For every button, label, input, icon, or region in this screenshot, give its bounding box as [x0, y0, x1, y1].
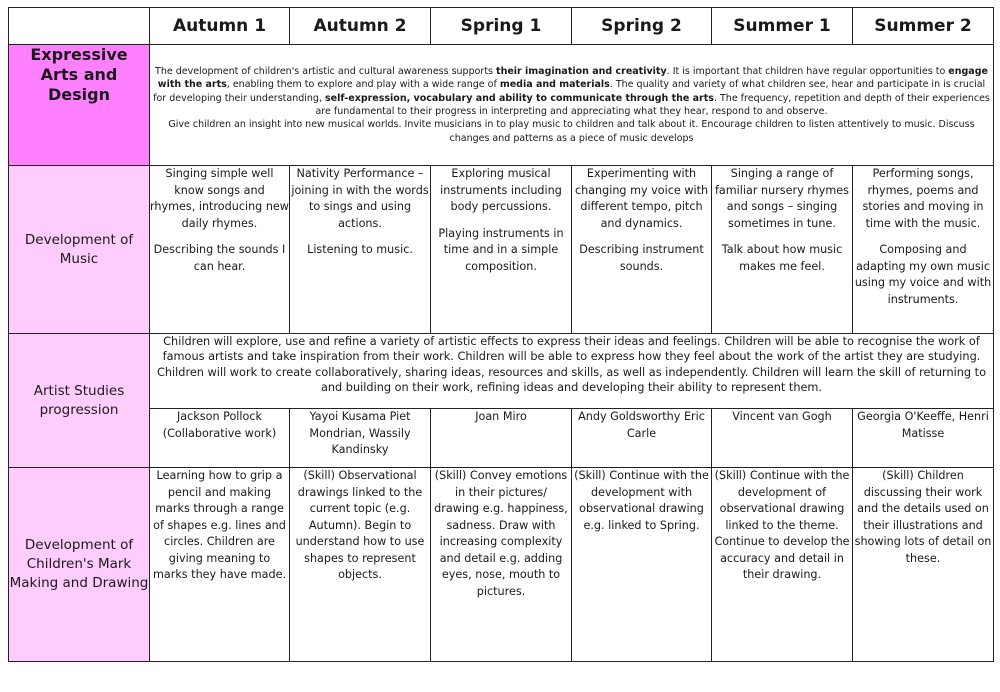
- subject-title: Expressive Arts and Design: [9, 45, 150, 166]
- drawing-cell: Learning how to grip a pencil and making marks through a range of shapes e.g. lines and circles. Children are giving meaning to marks they have made.: [150, 468, 290, 662]
- cell-text: Talk about how music makes me feel.: [721, 243, 843, 273]
- drawing-cell: (Skill) Observational drawings linked to the current topic (e.g. Autumn). Begin to understand how to use shapes to represent objects.: [290, 468, 431, 662]
- corner-cell: [9, 8, 150, 45]
- intro-text-run: . The frequency, repetition and depth of their experiences are fundamental to their progress in interpreting and appreciating what they hear, respond to and observe.: [315, 92, 990, 117]
- cell-text: Nativity Performance – joining in with the words to sings and using actions.: [291, 167, 429, 230]
- music-cell: [572, 166, 712, 334]
- artist-cell: Georgia O'Keeffe, Henri Matisse: [853, 409, 994, 468]
- music-cell: [431, 166, 572, 334]
- music-cell: [290, 166, 431, 334]
- music-cell: [853, 166, 994, 334]
- artist-cell: Vincent van Gogh: [712, 409, 853, 468]
- term-header: Spring 2: [572, 8, 712, 45]
- artist-summary: Children will explore, use and refine a variety of artistic effects to express their ideas and feelings. Children will be able to recognise the work of famous artists and take inspiration from their work. Children will be able to express how they feel about the work of the artist they are studying. Children will work to create collaboratively, sharing ideas, resources and skills, as well as independently. Children will learn the skill of returning to and building on their work, refining ideas and developing their ability to represent them.: [150, 334, 994, 409]
- intro-emphasis: self-expression, vocabulary and ability to communicate through the arts: [324, 92, 714, 104]
- cell-text: Composing and adapting my own music using my voice and with instruments.: [854, 243, 992, 306]
- music-cell: [712, 166, 853, 334]
- artist-cell: Joan Miro: [431, 409, 572, 468]
- cell-text: Describing the sounds I can hear.: [153, 243, 286, 273]
- cell-text: Describing instrument sounds.: [579, 243, 704, 273]
- intro-paragraph-2: Give children an insight into new musical worlds. Invite musicians in to play music to children and talk about it. Encourage children to listen attentively to music. Discuss changes and patterns as a piece of music develops: [168, 119, 975, 144]
- artist-summary-row: [9, 334, 994, 409]
- intro-text-run: . It is important that children have regular opportunities to: [666, 65, 949, 77]
- row-label-music: Development of Music: [9, 166, 150, 334]
- intro-paragraph-1: [150, 65, 993, 119]
- drawing-cell: (Skill) Continue with the development with observational drawing e.g. linked to Spring.: [572, 468, 712, 662]
- curriculum-table: [8, 7, 994, 662]
- cell-text: Playing instruments in time and in a simple composition.: [438, 226, 564, 273]
- cell-text: Experimenting with changing my voice with different tempo, pitch and dynamics.: [574, 167, 709, 230]
- drawing-cell: (Skill) Continue with the development of observational drawing linked to the theme. Continue to develop the accuracy and detail in their drawing.: [712, 468, 853, 662]
- intro-row: [9, 45, 994, 166]
- term-header: Spring 1: [431, 8, 572, 45]
- cell-text: Listening to music.: [307, 243, 413, 256]
- drawing-cell: (Skill) Children discussing their work and the details used on their illustrations and showing lots of detail on these.: [853, 468, 994, 662]
- row-label-artists: Artist Studies progression: [9, 334, 150, 468]
- artist-cell: Yayoi Kusama Piet Mondrian, Wassily Kandinsky: [290, 409, 431, 468]
- intro-emphasis: their imagination and creativity: [496, 65, 667, 77]
- artist-names-row: [9, 409, 994, 468]
- row-label-drawing: Development of Children's Mark Making and Drawing: [9, 468, 150, 662]
- intro-text-run: . The quality and variety of what children see, hear and participate in is crucial for developing their understanding,: [153, 79, 986, 104]
- header-row: [9, 8, 994, 45]
- drawing-cell: (Skill) Convey emotions in their pictures/ drawing e.g. happiness, sadness. Draw with increasing complexity and detail e.g. adding eyes, nose, mouth to pictures.: [431, 468, 572, 662]
- intro-emphasis: engage with the arts: [157, 65, 988, 91]
- artist-cell: Jackson Pollock (Collaborative work): [150, 409, 290, 468]
- cell-text: Exploring musical instruments including body percussions.: [440, 167, 562, 213]
- artist-cell: Andy Goldsworthy Eric Carle: [572, 409, 712, 468]
- music-cell: [150, 166, 290, 334]
- drawing-row: [9, 468, 994, 662]
- term-header: Autumn 1: [150, 8, 290, 45]
- intro-text-run: , enabling them to explore and play with a wide range of: [226, 79, 500, 91]
- term-header: Autumn 2: [290, 8, 431, 45]
- intro-text-run: The development of children's artistic and cultural awareness supports: [155, 65, 497, 77]
- music-row: [9, 166, 994, 334]
- cell-text: Singing a range of familiar nursery rhymes and songs – singing sometimes in tune.: [714, 167, 850, 230]
- term-header: Summer 2: [853, 8, 994, 45]
- cell-text: Performing songs, rhymes, poems and stories and moving in time with the music.: [862, 167, 984, 230]
- cell-text: Singing simple well know songs and rhymes, introducing new daily rhymes.: [150, 167, 289, 230]
- term-header: Summer 1: [712, 8, 853, 45]
- intro-text: [150, 45, 994, 166]
- intro-emphasis: media and materials: [499, 79, 610, 91]
